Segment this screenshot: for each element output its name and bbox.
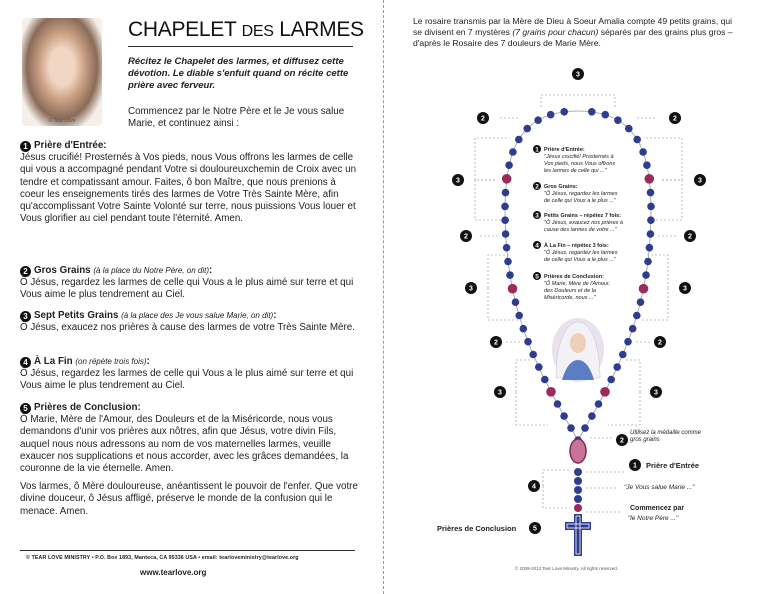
- small-bead: [547, 111, 555, 119]
- small-bead: [646, 244, 654, 252]
- diagram-labels: [437, 430, 702, 533]
- tail-large-bead: [574, 504, 582, 512]
- legend-title: Prière d'Entrée:: [544, 147, 585, 153]
- svg-text:2: 2: [620, 437, 624, 445]
- hail-mary-label: "Je Vous salue Marie ...": [624, 484, 695, 491]
- small-bead: [642, 271, 650, 279]
- small-bead: [506, 271, 514, 279]
- intro-bold: Récitez le Chapelet des larmes, et diffusez cette dévotion. Le diable s'enfuit quand on récite cette prière avec ferveur.: [128, 56, 349, 91]
- legend-line: Vos pieds, nous Vous offrons: [544, 161, 616, 167]
- section-body: Ô Jésus, regardez les larmes de celle qui Vous a le plus aimé sur terre et qui Vous aime le plus tendrement au Ciel.: [20, 368, 354, 392]
- rosary-legend: [533, 145, 623, 301]
- svg-text:3: 3: [469, 285, 473, 293]
- small-bead: [637, 298, 645, 306]
- number-badge: 4: [20, 357, 31, 368]
- small-bead: [512, 298, 520, 306]
- small-bead: [613, 363, 621, 371]
- section-body: Ô Jésus, regardez les larmes de celle qui Vous a le plus aimé sur terre et qui Vous aime le plus tendrement au Ciel.: [20, 277, 354, 301]
- section-heading: À La Fin: [34, 356, 73, 367]
- svg-text:3: 3: [498, 389, 502, 397]
- small-bead: [602, 111, 610, 119]
- svg-text:3: 3: [683, 285, 687, 293]
- legend-line: cause des larmes de votre ...": [544, 227, 617, 233]
- closing-prayer: Vos larmes, ô Mère douloureuse, anéantissent le pouvoir de l'enfer. Que votre divine douceur, ô Jésus affligé, préserve le monde de la confusion qui le menace. Amen.: [20, 481, 358, 517]
- legend-line: de celle qui Vous a le plus ...": [544, 257, 616, 263]
- legend-line: "Jésus crucifié! Prosternés à: [544, 154, 614, 160]
- section-end: 4 À La Fin (on répète trois fois): Ô Jésus, regardez les larmes de celle qui Vous a le plus aimé sur terre et qui Vous aime le plus tendrement au Ciel.: [20, 356, 360, 393]
- legend-title: Gros Grains:: [544, 184, 578, 190]
- section-small-beads: 3 Sept Petits Grains (à la place des Je vous salue Marie, on dit): Ô Jésus, exaucez nos prières à cause des larmes de votre Très Sainte Mère.: [20, 310, 360, 334]
- small-bead: [644, 258, 652, 266]
- section-subheading: (on répète trois fois): [75, 357, 147, 366]
- small-bead: [629, 325, 637, 333]
- svg-text:3: 3: [698, 177, 702, 185]
- section-subheading: (à la place du Notre Père, on dit): [93, 266, 209, 275]
- svg-text:3: 3: [456, 177, 460, 185]
- legend-line: des Douleurs et de la: [544, 288, 596, 294]
- tail-bead: [574, 477, 582, 485]
- legend-title: Petits Grains – répétez 7 fois:: [544, 213, 622, 219]
- section-body: Jésus crucifié! Prosternés à Vos pieds, nous Vous offrons les larmes de celle qui vous a accompagné pendant Votre si douloureuxchemin de Croix avec un tendre et compatissant amour. Faites, ô bon Maître, que nous prenions à coeur les enseignements tirés des larmes de Votre Très Sainte Mère, afin qu'accomplissant Votre Sainte Volonté sur terre, nous puissions Vous louer et Vous glorifier au ciel pendant toute l'éternité. Amen.: [20, 152, 357, 225]
- small-bead: [614, 116, 622, 124]
- number-badge: 2: [20, 266, 31, 277]
- crucifix: [565, 514, 591, 556]
- svg-text:3: 3: [576, 71, 580, 79]
- number-badge: 5: [20, 403, 31, 414]
- section-body: Ô Jésus, exaucez nos prières à cause des larmes de votre Très Sainte Mère.: [20, 322, 355, 334]
- small-bead: [505, 161, 513, 169]
- large-bead: [546, 387, 556, 397]
- tail-bead: [574, 486, 582, 494]
- section-large-beads: 2 Gros Grains (à la place du Notre Père, on dit): Ô Jésus, regardez les larmes de celle qui Vous a le plus aimé sur terre et qui Vous aime le plus tendrement au Ciel.: [20, 265, 360, 302]
- svg-text:1: 1: [633, 462, 637, 470]
- small-bead: [523, 125, 531, 133]
- desc-text: Le rosaire transmis par la Mère de Dieu à Soeur Amalia compte 49 petits grains, qui se divisent en 7 mystères: [413, 16, 733, 37]
- small-bead: [560, 412, 568, 420]
- small-bead: [567, 424, 575, 432]
- small-bead: [504, 258, 512, 266]
- legend-line: Miséricorde, nous ...": [544, 295, 596, 301]
- section-heading: Prières de Conclusion:: [34, 402, 141, 413]
- entry-label: Prière d'Entrée: [646, 461, 700, 470]
- commencez-label: Commencez par: [630, 505, 685, 512]
- virgin-mary-portrait: [22, 18, 102, 126]
- conclusion-label: Prières de Conclusion: [437, 524, 517, 533]
- small-bead: [588, 108, 596, 116]
- intro-normal: Commencez par le Notre Père et le Je vous salue Marie, et continuez ainsi :: [128, 106, 345, 129]
- small-bead: [520, 325, 528, 333]
- legend-line: les larmes de celle qui ...": [544, 168, 607, 174]
- small-bead: [515, 312, 523, 320]
- legend-num: 1: [535, 146, 539, 154]
- small-bead: [647, 216, 655, 224]
- page-title: [128, 18, 364, 42]
- number-badge: 1: [20, 141, 31, 152]
- large-bead: [502, 174, 512, 184]
- copyright: © 2009-2012 Tear Love Ministry. All rights reserved.: [515, 566, 618, 571]
- small-bead: [502, 230, 510, 238]
- legend-title: Prières de Conclusion:: [544, 274, 604, 280]
- large-bead: [639, 284, 649, 294]
- small-bead: [560, 108, 568, 116]
- svg-text:2: 2: [673, 115, 677, 123]
- desc-italic: (7 grains pour chacun): [512, 27, 599, 37]
- website-link[interactable]: www.tearlove.org: [140, 568, 207, 577]
- small-bead: [647, 203, 655, 211]
- medal: [570, 439, 586, 463]
- legend-num: 2: [535, 183, 539, 191]
- mary-face: [570, 333, 586, 353]
- medal-label: Utilisez la médaille comme: [630, 430, 702, 436]
- section-heading: Sept Petits Grains: [34, 310, 119, 321]
- our-father-label: "le Notre Père ...": [628, 515, 679, 522]
- svg-text:2: 2: [688, 233, 692, 241]
- section-body: Ô Marie, Mère de l'Amour, des Douleurs et de la Miséricorde, nous vous demandons d'unir vos prières aux nôtres, afin que Jésus, votre divin Fils, auquel nous nous adressons au nom de vos maternelles larmes, veuille exaucer nos supplications et nous accorder, avec les grâces demandées, la couronne de la vie éternelle. Amen.: [20, 414, 349, 475]
- legend-line: "Ô Marie, Mère de l'Amour,: [544, 281, 610, 287]
- svg-text:3: 3: [654, 389, 658, 397]
- legend-line: de celle qui Vous a le plus ...": [544, 198, 616, 204]
- small-bead: [624, 338, 632, 346]
- medal-label: gros grains: [630, 437, 660, 443]
- legend-line: "Ô Jésus, regardez les larmes: [544, 250, 618, 256]
- section-heading: Prière d'Entrée:: [34, 140, 107, 151]
- small-bead: [588, 412, 596, 420]
- small-bead: [554, 400, 562, 408]
- small-bead: [633, 136, 641, 144]
- small-bead: [502, 189, 510, 197]
- small-bead: [607, 376, 615, 384]
- title-part: DES: [241, 23, 274, 40]
- svg-text:2: 2: [494, 339, 498, 347]
- small-bead: [633, 312, 641, 320]
- small-bead: [509, 148, 517, 156]
- small-bead: [625, 125, 633, 133]
- small-bead: [647, 230, 655, 238]
- section-conclusion: [20, 402, 360, 518]
- small-bead: [619, 351, 627, 359]
- section-subheading: (à la place des Je vous salue Marie, on dit): [121, 311, 274, 320]
- section-heading: Gros Grains: [34, 265, 91, 276]
- svg-text:5: 5: [533, 525, 537, 533]
- small-bead: [501, 216, 509, 224]
- legend-num: 4: [535, 242, 539, 250]
- portrait-caption: © Tear Love: [48, 118, 76, 124]
- small-bead: [515, 136, 523, 144]
- small-bead: [643, 161, 651, 169]
- legend-line: "Ô Jésus, exaucez nos prières à: [544, 220, 623, 226]
- small-bead: [541, 376, 549, 384]
- legend-title: À La Fin – répétez 3 fois:: [544, 243, 609, 249]
- tail-bead: [574, 468, 582, 476]
- svg-text:2: 2: [658, 339, 662, 347]
- desc-text: séparés par des grains plus gros –d'après le Rosaire des 7 douleurs de Marie Mère.: [413, 27, 733, 48]
- legend-num: 5: [535, 273, 539, 281]
- large-bead: [508, 284, 518, 294]
- title-part: CHAPELET: [128, 18, 237, 41]
- small-bead: [501, 203, 509, 211]
- small-bead: [535, 363, 543, 371]
- section-entry-prayer: [20, 140, 360, 225]
- svg-text:2: 2: [481, 115, 485, 123]
- footer-address: © TEAR LOVE MINISTRY • P.O. Box 1893, Manteca, CA 95336 USA • email: tearloveministry@tearlove.org: [26, 555, 299, 561]
- number-badge: 3: [20, 311, 31, 322]
- small-bead: [503, 244, 511, 252]
- svg-text:2: 2: [464, 233, 468, 241]
- tail-bead: [574, 495, 582, 503]
- small-bead: [534, 116, 542, 124]
- title-part: LARMES: [279, 18, 364, 41]
- footer-divider: [20, 550, 355, 551]
- legend-num: 3: [535, 212, 539, 220]
- small-bead: [524, 338, 532, 346]
- rosary-diagram: [384, 0, 768, 594]
- small-bead: [529, 351, 537, 359]
- small-bead: [581, 424, 589, 432]
- svg-text:4: 4: [532, 483, 536, 491]
- large-bead: [645, 174, 655, 184]
- large-bead: [600, 387, 610, 397]
- legend-line: "Ô Jésus, regardez les larmes: [544, 191, 618, 197]
- small-bead: [647, 189, 655, 197]
- small-bead: [595, 400, 603, 408]
- title-divider: [128, 46, 353, 47]
- small-bead: [639, 148, 647, 156]
